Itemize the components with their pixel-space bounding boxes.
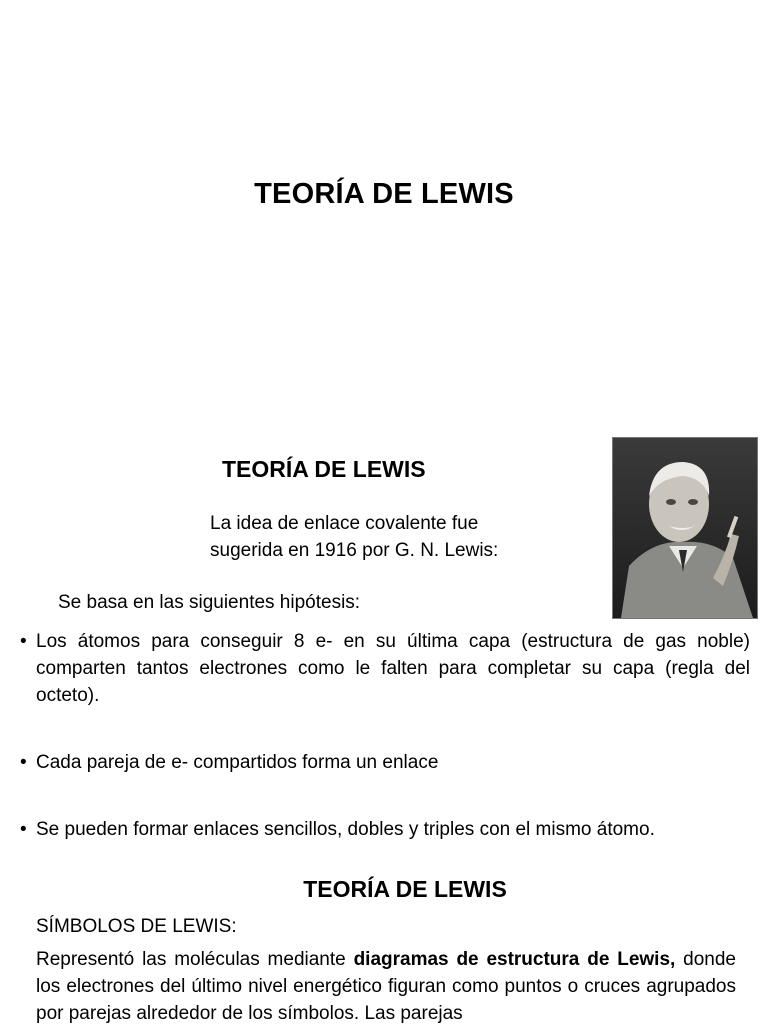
- hypotheses-list: [18, 628, 750, 843]
- paragraph-end: donde los electrones del último nivel energético figuran como puntos o cruces agrupados por parejas alrededor de los símbolos. Las parejas: [36, 949, 736, 1024]
- intro-line-1: La idea de enlace covalente fue: [210, 513, 479, 534]
- lewis-symbols-paragraph: [36, 946, 736, 1027]
- list-item: • Los átomos para conseguir 8 e- en su última capa (estructura de gas noble) comparten tantos electrones como le falten para completar su capa (regla del octeto).: [18, 628, 750, 709]
- slide-3-title: TEORÍA DE LEWIS: [303, 876, 507, 902]
- slide-3: [0, 860, 768, 1024]
- intro-line-2: sugerida en 1916 por G. N. Lewis:: [210, 540, 499, 561]
- slide-2-title: TEORÍA DE LEWIS: [222, 456, 426, 482]
- slide-1-title: TEORÍA DE LEWIS: [254, 178, 514, 210]
- lewis-portrait-photo: [612, 437, 758, 619]
- intro-text: [210, 510, 590, 564]
- list-item: • Se pueden formar enlaces sencillos, dobles y triples con el mismo átomo.: [18, 816, 750, 843]
- list-item: • Cada pareja de e- compartidos forma un enlace: [18, 749, 750, 776]
- lewis-symbols-heading: SÍMBOLOS DE LEWIS:: [36, 916, 237, 937]
- hypotheses-intro: Se basa en las siguientes hipótesis:: [58, 592, 361, 613]
- portrait-illustration: [613, 438, 757, 618]
- paragraph-start: Representó las moléculas mediante: [36, 949, 354, 970]
- paragraph-bold: diagramas de estructura de Lewis,: [353, 949, 676, 970]
- slide-2: [0, 420, 768, 860]
- slide-1: [0, 0, 768, 420]
